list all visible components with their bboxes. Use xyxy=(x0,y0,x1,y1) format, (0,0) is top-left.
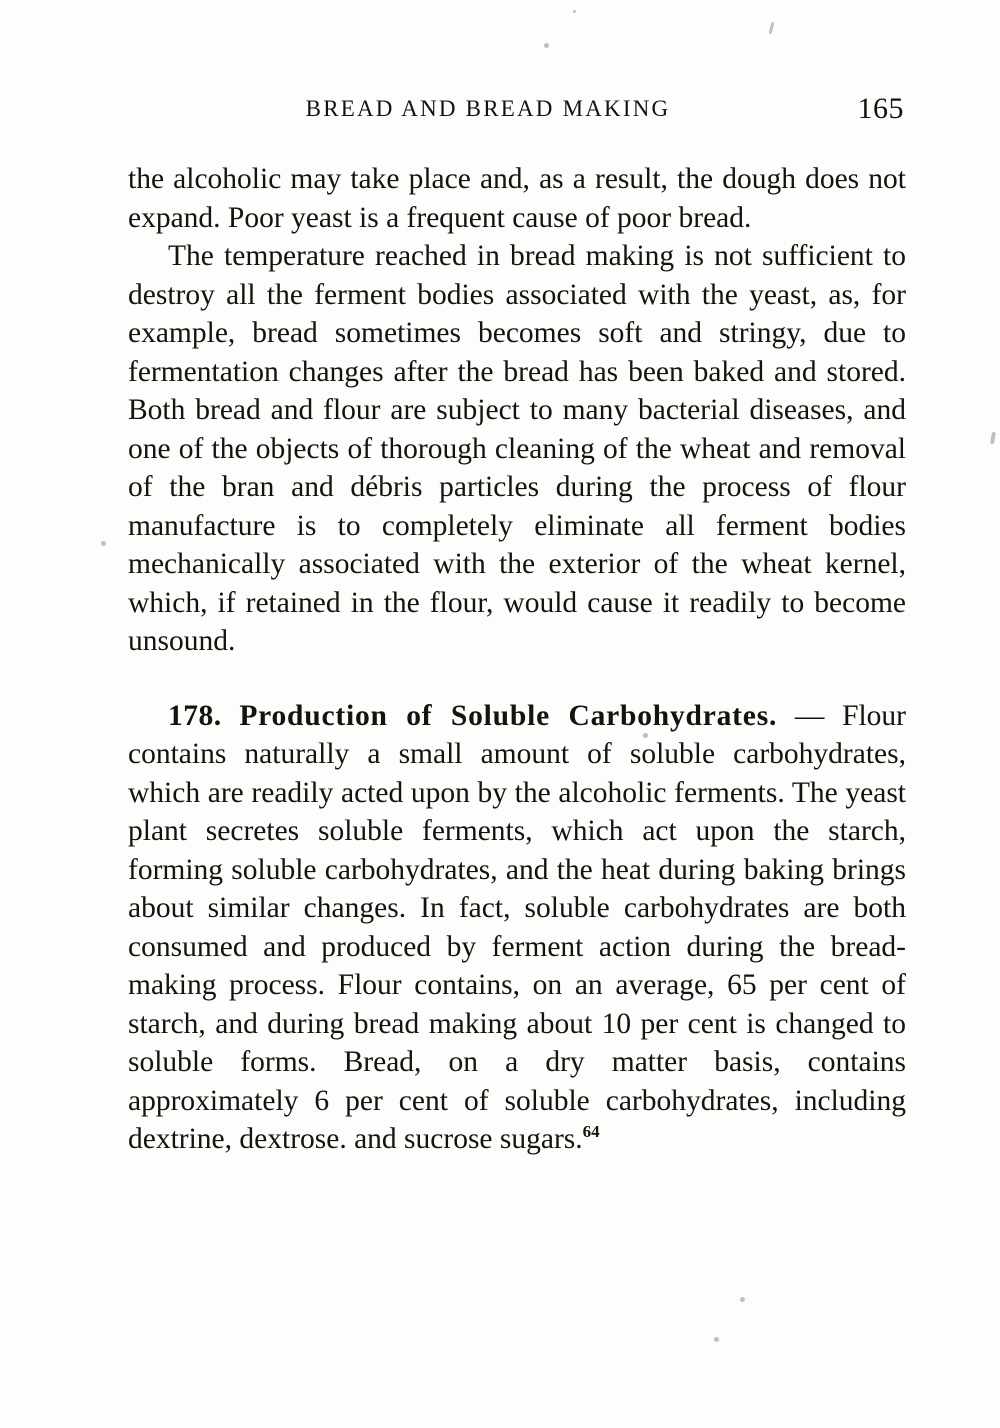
scan-speck xyxy=(573,10,576,13)
section-title: Production of Soluble Carbohydrates. xyxy=(239,699,778,732)
section-178 xyxy=(128,697,906,1159)
section-spacer xyxy=(128,661,906,697)
section-number: 178. xyxy=(168,699,222,732)
running-head xyxy=(128,92,904,136)
page-number: 165 xyxy=(857,92,904,125)
paragraph-temperature: The temperature reached in bread making is not sufficient to destroy all the ferment bodies associated with the yeast, as, for example, bread sometimes becomes soft and stringy, due to fermentation changes after the bread has been baked and stored. Both bread and flour are subject to many bacterial diseases, and one of the objects of thorough cleaning of the wheat and removal of the bran and débris particles during the process of flour manufacture is to completely eliminate all ferment bodies mechanically associated with the exterior of the wheat kernel, which, if retained in the flour, would cause it readily to become unsound. xyxy=(128,240,906,657)
section-dash: — xyxy=(777,699,843,732)
footnote-reference: 64 xyxy=(582,1122,600,1142)
paragraph-continued: the alcoholic may take place and, as a result, the dough does not expand. Poor yeast is a frequent cause of poor bread. xyxy=(128,163,906,234)
scan-speck xyxy=(740,1297,745,1302)
section-body: Flour contains naturally a small amount of soluble carbohydrates, which are readily acted upon by the alcoholic ferments. The yeast plant secretes soluble ferments, which act upon the starch, forming soluble carbohydrates, and the heat during baking brings about similar changes. In fact, soluble carbohydrates are both consumed and produced by ferment action during the bread-making process. Flour contains, on an average, 65 per cent of starch, and during bread making about 10 per cent is changed to soluble forms. Bread, on a dry matter basis, contains approximately 6 per cent of soluble carbohydrates, including dextrine, dextrose. and sucrose sugars. xyxy=(128,699,906,1155)
scan-speck xyxy=(990,432,996,445)
running-head-title: BREAD AND BREAD MAKING xyxy=(305,96,671,121)
scan-speck xyxy=(769,22,775,34)
scan-speck xyxy=(544,43,549,48)
body-text xyxy=(128,160,906,1159)
scan-speck xyxy=(101,541,106,546)
section-space xyxy=(222,700,240,732)
scan-speck xyxy=(714,1337,719,1342)
